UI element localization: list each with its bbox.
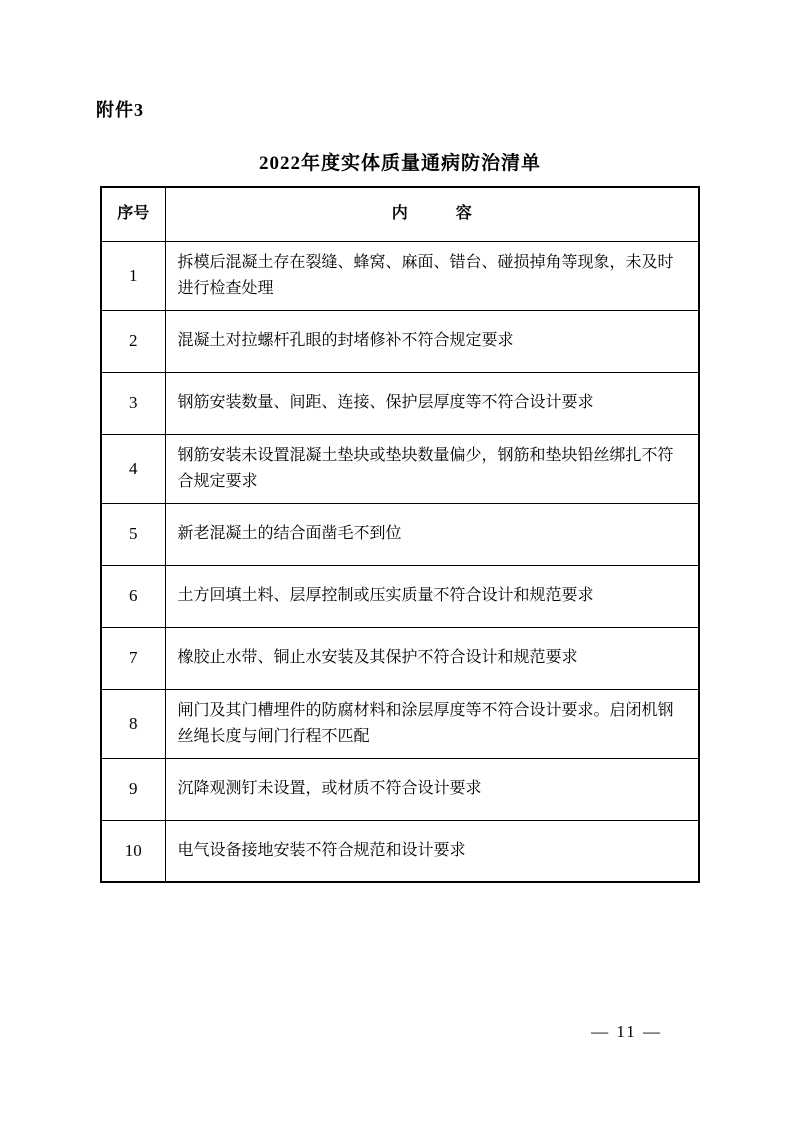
row-content: 闸门及其门槽埋件的防腐材料和涂层厚度等不符合设计要求。启闭机钢丝绳长度与闸门行程不匹配 [165, 689, 699, 758]
row-number: 3 [101, 372, 165, 434]
page-number: — 11 — [591, 1022, 662, 1041]
table-row [101, 503, 699, 565]
table-row [101, 241, 699, 310]
row-content: 新老混凝土的结合面凿毛不到位 [165, 503, 699, 565]
row-number: 2 [101, 310, 165, 372]
row-content: 沉降观测钉未设置，或材质不符合设计要求 [165, 758, 699, 820]
table-row [101, 627, 699, 689]
row-content: 拆模后混凝土存在裂缝、蜂窝、麻面、错台、碰损掉角等现象，未及时进行检查处理 [165, 241, 699, 310]
row-content: 钢筋安装未设置混凝土垫块或垫块数量偏少，钢筋和垫块铅丝绑扎不符合规定要求 [165, 434, 699, 503]
header-cell-content: 内 容 [165, 187, 699, 241]
table-header-row [101, 187, 699, 241]
table-row [101, 434, 699, 503]
table-body [101, 241, 699, 882]
row-number: 8 [101, 689, 165, 758]
attachment-label: 附件3 [96, 100, 144, 120]
row-number: 7 [101, 627, 165, 689]
row-number: 10 [101, 820, 165, 882]
table-row [101, 372, 699, 434]
row-content: 土方回填土料、层厚控制或压实质量不符合设计和规范要求 [165, 565, 699, 627]
row-number: 1 [101, 241, 165, 310]
table-row [101, 758, 699, 820]
row-content: 电气设备接地安装不符合规范和设计要求 [165, 820, 699, 882]
table-row [101, 565, 699, 627]
row-number: 9 [101, 758, 165, 820]
row-number: 4 [101, 434, 165, 503]
row-content: 混凝土对拉螺杆孔眼的封堵修补不符合规定要求 [165, 310, 699, 372]
defects-table [100, 186, 700, 883]
row-number: 5 [101, 503, 165, 565]
table-row [101, 820, 699, 882]
row-content: 钢筋安装数量、间距、连接、保护层厚度等不符合设计要求 [165, 372, 699, 434]
table-header [101, 187, 699, 241]
row-content: 橡胶止水带、铜止水安装及其保护不符合设计和规范要求 [165, 627, 699, 689]
table-row [101, 310, 699, 372]
header-cell-number: 序号 [101, 187, 165, 241]
table-row [101, 689, 699, 758]
page-title: 2022年度实体质量通病防治清单 [258, 153, 541, 174]
row-number: 6 [101, 565, 165, 627]
